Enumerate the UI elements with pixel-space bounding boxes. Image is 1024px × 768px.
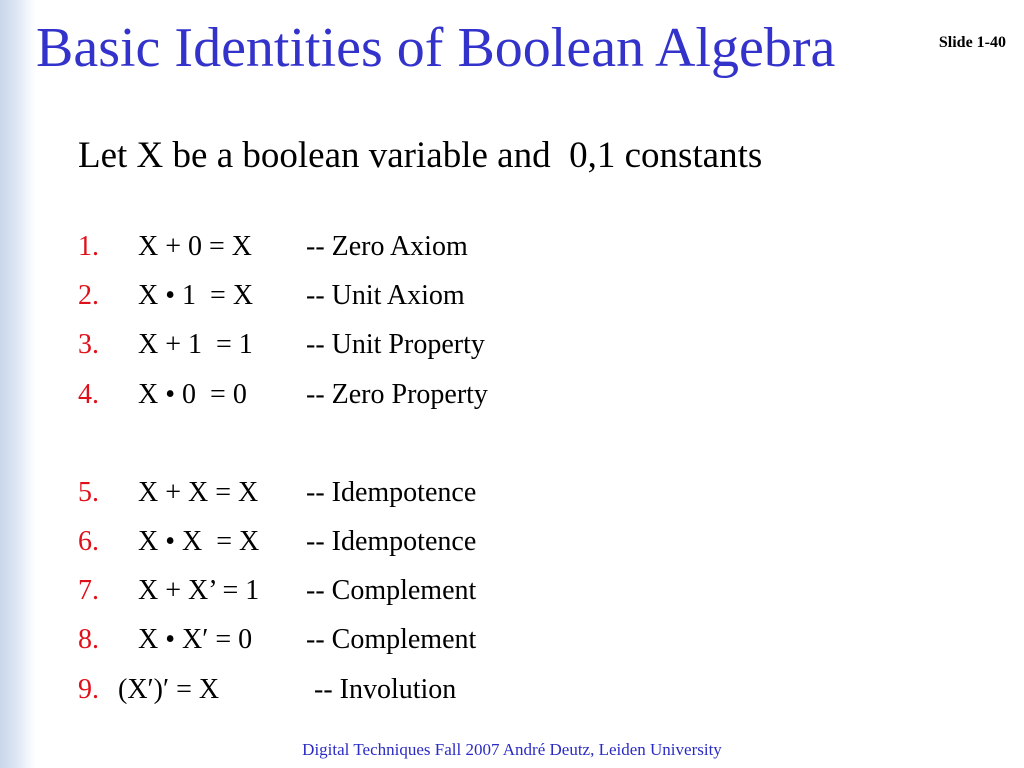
identity-number: 8.	[78, 624, 99, 656]
identity-item-8	[78, 619, 488, 668]
slide-number: Slide 1-40	[938, 34, 1006, 51]
identity-name: -- Involution	[314, 673, 457, 705]
identity-number: 3.	[78, 329, 99, 361]
identity-name: -- Idempotence	[306, 525, 477, 557]
identity-equation: X + X = X	[138, 476, 259, 508]
identity-item-6	[78, 521, 488, 570]
identity-item-5	[78, 472, 488, 521]
identity-equation: X • X′ = 0	[138, 624, 253, 656]
identity-equation: X + X’ = 1	[138, 575, 260, 607]
identity-item-1	[78, 226, 488, 275]
identity-name: -- Zero Property	[306, 378, 488, 410]
identity-equation: X + 0 = X	[138, 231, 253, 262]
side-gradient-bar	[0, 0, 36, 768]
identity-name: -- Complement	[306, 575, 477, 607]
identity-number: 4.	[78, 378, 99, 410]
identity-item-4	[78, 374, 488, 423]
identity-item-3	[78, 324, 488, 373]
identity-equation: X • 0 = 0	[138, 378, 247, 410]
identity-name: -- Zero Axiom	[306, 231, 468, 262]
identity-name: -- Idempotence	[306, 476, 477, 508]
identity-number: 5.	[78, 476, 99, 508]
identity-item-7	[78, 570, 488, 619]
identity-item-9	[78, 669, 488, 718]
identity-number: 7.	[78, 575, 99, 607]
identity-item-2	[78, 275, 488, 324]
identity-number: 9.	[78, 673, 99, 705]
identity-equation: X + 1 = 1	[138, 329, 253, 361]
identity-name: -- Complement	[306, 624, 477, 656]
identity-number: 2.	[78, 280, 99, 312]
identity-name: -- Unit Property	[306, 329, 485, 361]
slide-footer: Digital Techniques Fall 2007 André Deutz, Leiden University	[302, 740, 722, 759]
identity-list	[78, 226, 488, 718]
slide-title: Basic Identities of Boolean Algebra	[36, 17, 836, 79]
intro-text: Let X be a boolean variable and 0,1 constants	[78, 135, 763, 176]
identity-name: -- Unit Axiom	[306, 280, 465, 312]
identity-equation: (X′)′ = X	[118, 673, 220, 705]
identity-equation: X • X = X	[138, 525, 260, 557]
identity-number: 1.	[78, 231, 99, 262]
identity-equation: X • 1 = X	[138, 280, 254, 312]
identity-number: 6.	[78, 525, 99, 557]
